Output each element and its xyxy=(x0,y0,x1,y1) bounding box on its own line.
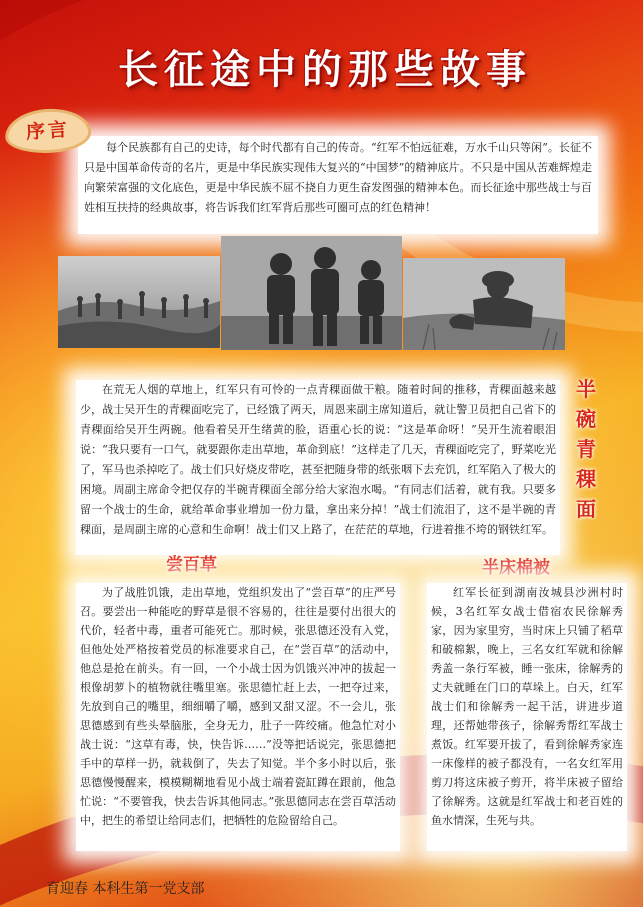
bowl-story-card xyxy=(76,380,560,555)
grass-story-card xyxy=(76,583,400,851)
footer-credit: 育迎春 本科生第一党支部 xyxy=(46,881,205,897)
quilt-story-card xyxy=(427,583,627,851)
soldier-eating-grass-photo xyxy=(403,258,565,350)
preface-card xyxy=(78,136,598,234)
bowl-story-text: 在荒无人烟的草地上，红军只有可怜的一点青稞面做干粮。随着时间的推移，青稞面越来越少，战士吴开生的青稞面吃完了，已经饿了两天，周恩来副主席知道后，就让警卫员把自己省下的青稞面给吴开生两碗。他看着吴开生绪黄的脸，语重心长的说：“这是革命呀！”吴开生流着眼泪说：“我只要有一口气，就要跟你走出草地，革命到底！”这样走了几天，青稞面吃完了，野菜吃光了，军马也杀掉吃了。战士们只好烧皮带吃，甚至把随身带的纸张咽下去充饥，红军陷入了极大的困境。周副主席命令把仅存的半碗青稞面全部分给大家泡水喝。“有同志们活着，就有我。只要多留一个战士的生命，就给革命事业增加一份力量，拿出来分掉！”战士们流泪了，这不是半碗的青稞面，是周副主席的心意和生命啊！战士们又上路了，在茫茫的草地，行进着推不垮的钢铁红军。 xyxy=(80,383,556,536)
grass-story-title: 尝百草 xyxy=(166,555,217,575)
preface-badge: 序言 xyxy=(7,109,89,152)
three-soldiers-photo xyxy=(221,236,402,350)
preface-text: 每个民族都有自己的史诗，每个时代都有自己的传奇。“红军不怕远征难，万水千山只等闲”。长征不只是中国革命传奇的名片，更是中华民族实现伟大复兴的“中国梦”的精神底片。不只是中国从苦难辉煌走向繁荣富强的文化底色，更是中华民族不屈不挠自力更生奋发图强的精神本色。而长征途中那些战士与百姓相互扶持的经典故事，将告诉我们红军背后那些可圈可点的红色精神！ xyxy=(84,141,592,214)
grass-story-text: 为了战胜饥饿，走出草地，党组织发出了“尝百草”的庄严号召。要尝出一种能吃的野草是很不容易的，往往是要付出很大的代价，轻者中毒，重者可能死亡。那时候，张思德还没有入党，但他处处严格按着党员的标准要求自己，在“尝百草”的活动中，他总是抢在前头。有一回，一个小战士因为饥饿兴冲冲的拔起一根像胡萝卜的植物就往嘴里塞。张思德忙赶上去，一把夺过来，先放到自己的嘴里，细细嚼了嚼，感到又甜又涩。不一会儿，张思德感到有些头晕脑胀，全身无力，肚子一阵绞痛。他急忙对小战士说：“这草有毒，快，快告诉……”没等把话说完，张思德把手中的草样一扔，就栽倒了，失去了知觉。半个多小时以后，张思德慢慢醒来，模模糊糊地看见小战士端着瓷缸蹲在跟前，他急忙说：“不要管我，快去告诉其他同志。”张思德同志在尝百草活动中，把生的希望让给同志们，把牺牲的危险留给自己。 xyxy=(80,586,396,827)
quilt-story-text: 红军长征到湖南汝城县沙洲村时候，3名红军女战士借宿农民徐解秀家，因为家里穷，当时床上只铺了稻草和破棉絮，晚上，三名女红军就和徐解秀盖一条行军被，睡一张床，徐解秀的丈夫就睡在门口的草垛上。白天，红军战士们和徐解秀一起干活，讲进步道理，还帮她带孩子，徐解秀帮红军战士煮饭。红军要开拔了，看到徐解秀家连一床像样的被子都没有，一名女红军用剪刀将这床被子剪开，将半床被子留给了徐解秀。这就是红军战士和老百姓的鱼水情深，生死与共。 xyxy=(431,586,623,827)
page-title: 长征途中的那些故事 xyxy=(118,46,532,93)
quilt-story-title: 半床棉被 xyxy=(482,558,550,578)
bowl-story-title: 半碗青稞面 xyxy=(576,377,596,521)
battle-scene-photo xyxy=(58,256,220,348)
